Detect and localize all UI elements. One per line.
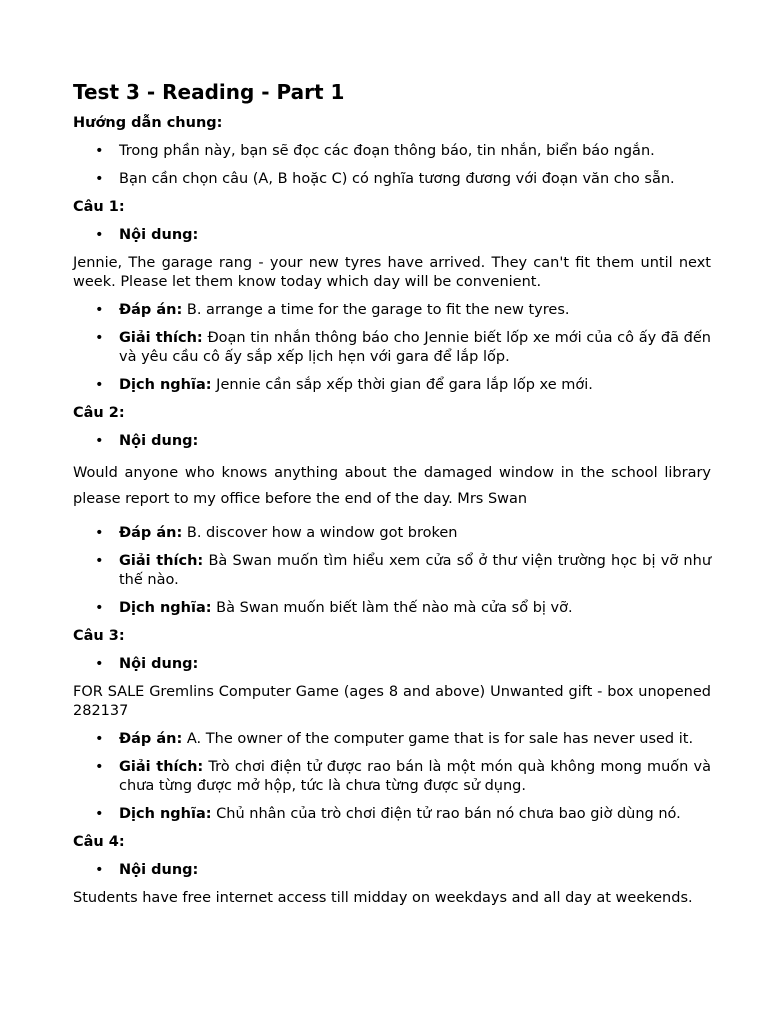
question-content-label	[119, 655, 711, 674]
question-content-label	[119, 432, 711, 451]
question-content: Students have free internet access till midday on weekdays and all day at weekends.	[73, 890, 693, 906]
explain-item	[119, 758, 711, 796]
intro-item: • Bạn cần chọn câu (A, B hoặc C) có nghĩa tương đương với đoạn văn cho sẵn.	[119, 170, 711, 189]
question-heading: Câu 4:	[73, 834, 125, 850]
translate-item	[119, 599, 711, 618]
answer-item	[119, 301, 711, 320]
intro-heading: Hướng dẫn chung:	[73, 115, 223, 131]
translate-text: Bà Swan muốn biết làm thế nào mà cửa sổ bị vỡ.	[216, 600, 573, 616]
translate-item	[119, 805, 711, 824]
explain-item	[119, 329, 711, 367]
translate-label: Dịch nghĩa:	[119, 377, 212, 393]
translate-text: Jennie cần sắp xếp thời gian để gara lắp lốp xe mới.	[216, 377, 593, 393]
answer-label: Đáp án:	[119, 302, 183, 318]
intro-item: • Trong phần này, bạn sẽ đọc các đoạn thông báo, tin nhắn, biển báo ngắn.	[119, 142, 711, 161]
question-content: Jennie, The garage rang - your new tyres have arrived. They can't fit them until next week. Please let them know today which day will be convenient.	[73, 255, 711, 290]
content-label: Nội dung:	[119, 862, 199, 878]
explain-label: Giải thích:	[119, 759, 204, 775]
explain-text: Đoạn tin nhắn thông báo cho Jennie biết lốp xe mới của cô ấy đã đến và yêu cầu cô ấy sắp xếp lịch hẹn với gara để lắp lốp.	[119, 330, 711, 365]
translate-label: Dịch nghĩa:	[119, 600, 212, 616]
translate-item	[119, 376, 711, 395]
page-title: Test 3 - Reading - Part 1	[73, 80, 345, 104]
question-content-label-list	[73, 432, 711, 451]
question-content: Would anyone who knows anything about the damaged window in the school library please report to my office before the end of the day. Mrs Swan	[73, 465, 711, 507]
answer-item	[119, 524, 711, 543]
content-label: Nội dung:	[119, 433, 199, 449]
answer-text: B. arrange a time for the garage to fit the new tyres.	[186, 302, 570, 318]
question-heading: Câu 3:	[73, 628, 125, 644]
question-content-label-list	[73, 226, 711, 245]
explain-label: Giải thích:	[119, 330, 203, 346]
question-content-label-list	[73, 655, 711, 674]
question-content-label	[119, 861, 711, 880]
answer-label: Đáp án:	[119, 525, 183, 541]
explain-label: Giải thích:	[119, 553, 204, 569]
answer-text: A. The owner of the computer game that is for sale has never used it.	[186, 731, 694, 747]
answer-text: B. discover how a window got broken	[186, 525, 458, 541]
question-details	[73, 524, 711, 618]
answer-item	[119, 730, 711, 749]
intro-list	[73, 142, 711, 189]
question-details	[73, 730, 711, 824]
explain-text: Trò chơi điện tử được rao bán là một món quà không mong muốn và chưa từng được mở hộp, tức là chưa từng được sử dụng.	[119, 759, 711, 794]
explain-text: Bà Swan muốn tìm hiểu xem cửa sổ ở thư viện trường học bị vỡ như thế nào.	[119, 553, 712, 588]
translate-label: Dịch nghĩa:	[119, 806, 212, 822]
question-content-label-list	[73, 861, 711, 880]
question-content-label	[119, 226, 711, 245]
question-content: FOR SALE Gremlins Computer Game (ages 8 and above) Unwanted gift - box unopened 282137	[73, 684, 711, 719]
translate-text: Chủ nhân của trò chơi điện tử rao bán nó chưa bao giờ dùng nó.	[216, 806, 681, 822]
content-label: Nội dung:	[119, 656, 199, 672]
question-details	[73, 301, 711, 395]
question-heading: Câu 1:	[73, 199, 125, 215]
question-heading: Câu 2:	[73, 405, 125, 421]
answer-label: Đáp án:	[119, 731, 183, 747]
content-label: Nội dung:	[119, 227, 199, 243]
explain-item	[119, 552, 711, 590]
